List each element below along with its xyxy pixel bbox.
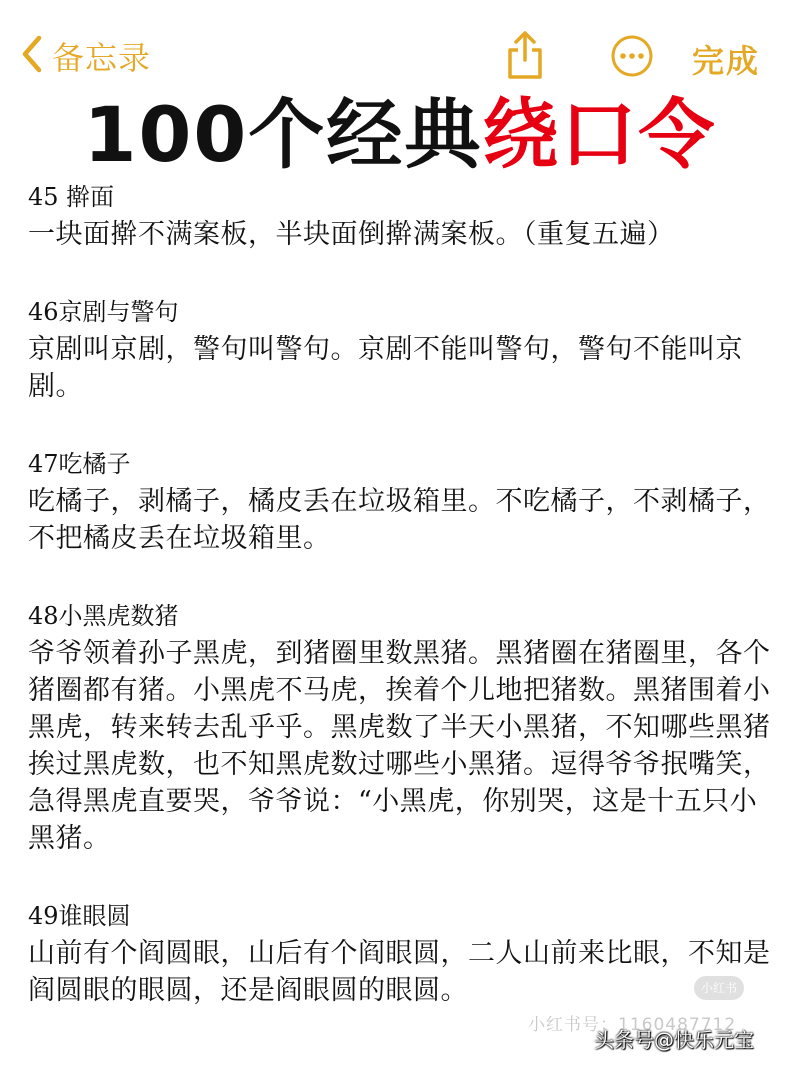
page-title bbox=[0, 90, 800, 180]
watermark-id-text: 小红书号：1160487712 bbox=[528, 1015, 737, 1035]
chevron-left-icon bbox=[20, 34, 44, 78]
section-heading: 45 擀面 bbox=[28, 183, 115, 211]
section-heading: 47吃橘子 bbox=[28, 450, 131, 478]
section-body: 一块面擀不满案板，半块面倒擀满案板。（重复五遍） bbox=[28, 219, 675, 250]
back-label: 备忘录 bbox=[52, 39, 152, 77]
more-icon bbox=[610, 34, 654, 78]
section-body: 山前有个阎圆眼，山后有个阎眼圆，二人山前来比眼，不知是阎圆眼的眼圆，还是阎眼圆的眼圆。 bbox=[28, 938, 771, 1006]
done-button[interactable]: 完成 bbox=[691, 42, 760, 80]
tongue-twister-49 bbox=[28, 897, 780, 1009]
tongue-twister-45 bbox=[28, 178, 780, 253]
share-button[interactable] bbox=[500, 28, 550, 82]
section-heading: 49谁眼圆 bbox=[28, 902, 131, 930]
section-body: 吃橘子，剥橘子，橘皮丢在垃圾箱里。不吃橘子，不剥橘子，不把橘皮丢在垃圾箱里。 bbox=[28, 486, 771, 554]
top-nav-bar bbox=[0, 0, 800, 100]
section-body: 京剧叫京剧，警句叫警句。京剧不能叫警句，警句不能叫京剧。 bbox=[28, 334, 743, 402]
tongue-twister-48 bbox=[28, 597, 780, 857]
more-options-button[interactable] bbox=[610, 34, 654, 78]
tongue-twister-46 bbox=[28, 293, 780, 405]
note-content bbox=[28, 178, 780, 1049]
back-button[interactable] bbox=[20, 34, 151, 78]
section-body: 爷爷领着孙子黑虎，到猪圈里数黑猪。黑猪圈在猪圈里，各个猪圈都有猪。小黑虎不马虎，挨着个儿地把猪数。黑猪围着小黑虎，转来转去乱乎乎。黑虎数了半天小黑猪，不知哪些黑猪挨过黑虎数，也不知黑虎数过哪些小黑猪。逗得爷爷抿嘴笑，急得黑虎直要哭，爷爷说：“小黑虎，你别哭，这是十五只小黑猪。 bbox=[28, 638, 771, 854]
watermark-logo: 小红书 bbox=[694, 976, 744, 1000]
section-heading: 48小黑虎数猪 bbox=[28, 602, 179, 630]
share-icon bbox=[500, 28, 550, 82]
tongue-twister-47 bbox=[28, 445, 780, 557]
title-part-black: 100个经典 bbox=[83, 90, 483, 179]
title-part-red: 绕口令 bbox=[482, 90, 717, 179]
section-heading: 46京剧与警句 bbox=[28, 298, 179, 326]
watermark-source-text: 头条号@快乐元宝 bbox=[594, 1028, 754, 1052]
